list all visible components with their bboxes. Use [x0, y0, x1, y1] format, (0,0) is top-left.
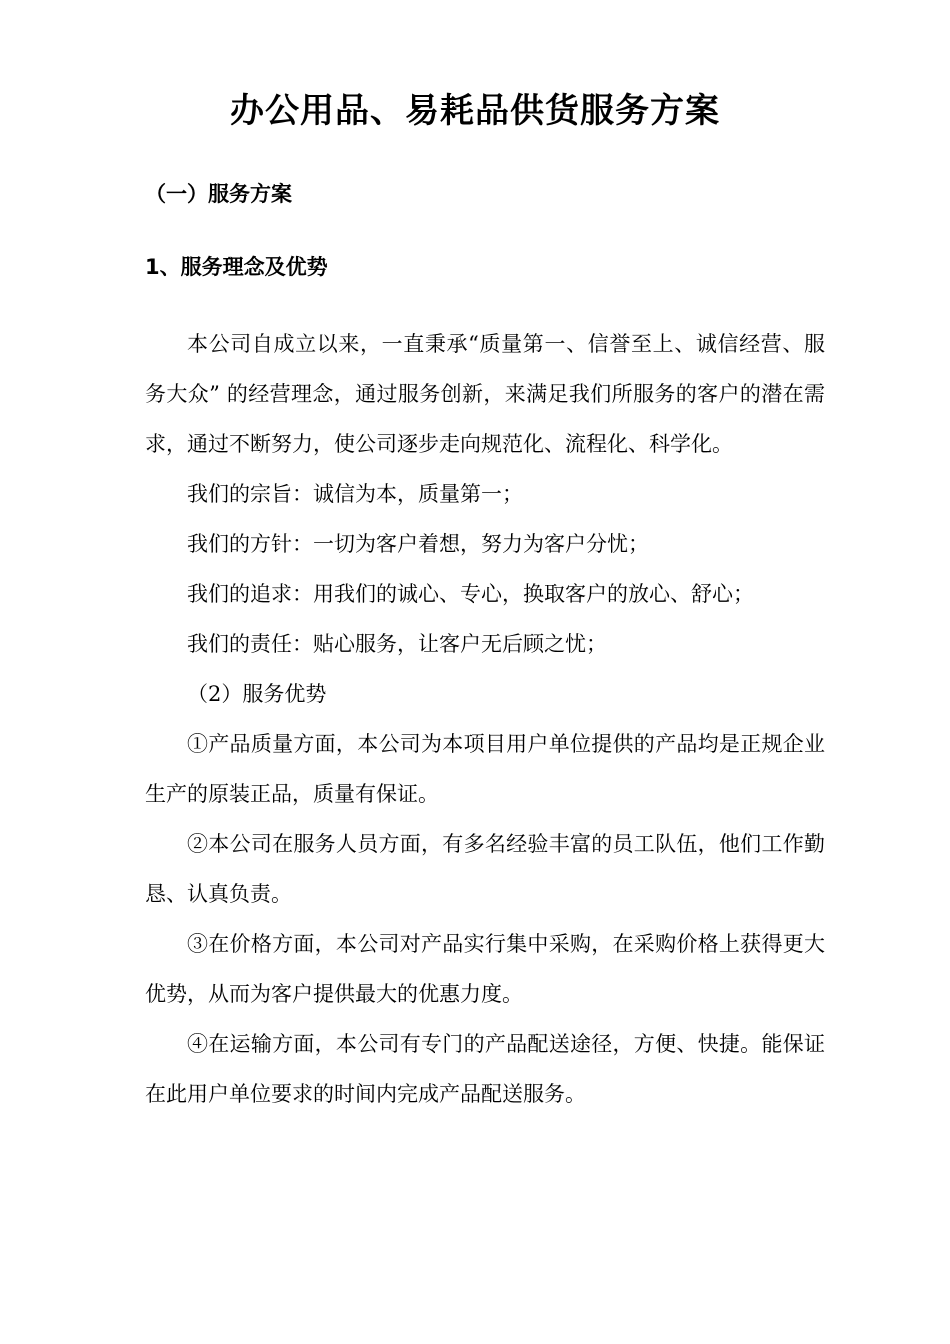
section-heading: （一）服务方案 — [145, 182, 292, 206]
paragraph-advantage-quality: ①产品质量方面，本公司为本项目用户单位提供的产品均是正规企业生产的原装正品，质量有保证。 — [145, 732, 825, 806]
document-title: 办公用品、易耗品供货服务方案 — [230, 91, 720, 131]
body-text — [145, 319, 825, 1119]
paragraph-responsibility: 我们的责任：贴心服务，让客户无后顾之忧； — [187, 632, 607, 656]
paragraph-advantage-delivery: ④在运输方面，本公司有专门的产品配送途径，方便、快捷。能保证在此用户单位要求的时间内完成产品配送服务。 — [145, 1032, 825, 1106]
paragraph-advantage-price: ③在价格方面，本公司对产品实行集中采购，在采购价格上获得更大优势，从而为客户提供最大的优惠力度。 — [145, 932, 825, 1006]
paragraph-pursuit: 我们的追求：用我们的诚心、专心，换取客户的放心、舒心； — [187, 582, 754, 606]
paragraph-intro: 本公司自成立以来，一直秉承“质量第一、信誉至上、诚信经营、服务大众” 的经营理念，通过服务创新，来满足我们所服务的客户的潜在需求，通过不断努力，使公司逐步走向规范化、流程化、科学化。 — [145, 332, 825, 456]
paragraph-advantages-heading: （2）服务优势 — [187, 682, 327, 706]
paragraph-advantage-staff: ②本公司在服务人员方面，有多名经验丰富的员工队伍，他们工作勤恳、认真负责。 — [145, 832, 825, 906]
subheading: 1、服务理念及优势 — [145, 255, 328, 279]
paragraph-policy: 我们的方针：一切为客户着想，努力为客户分忧； — [187, 532, 649, 556]
paragraph-purpose: 我们的宗旨：诚信为本，质量第一； — [187, 482, 523, 506]
